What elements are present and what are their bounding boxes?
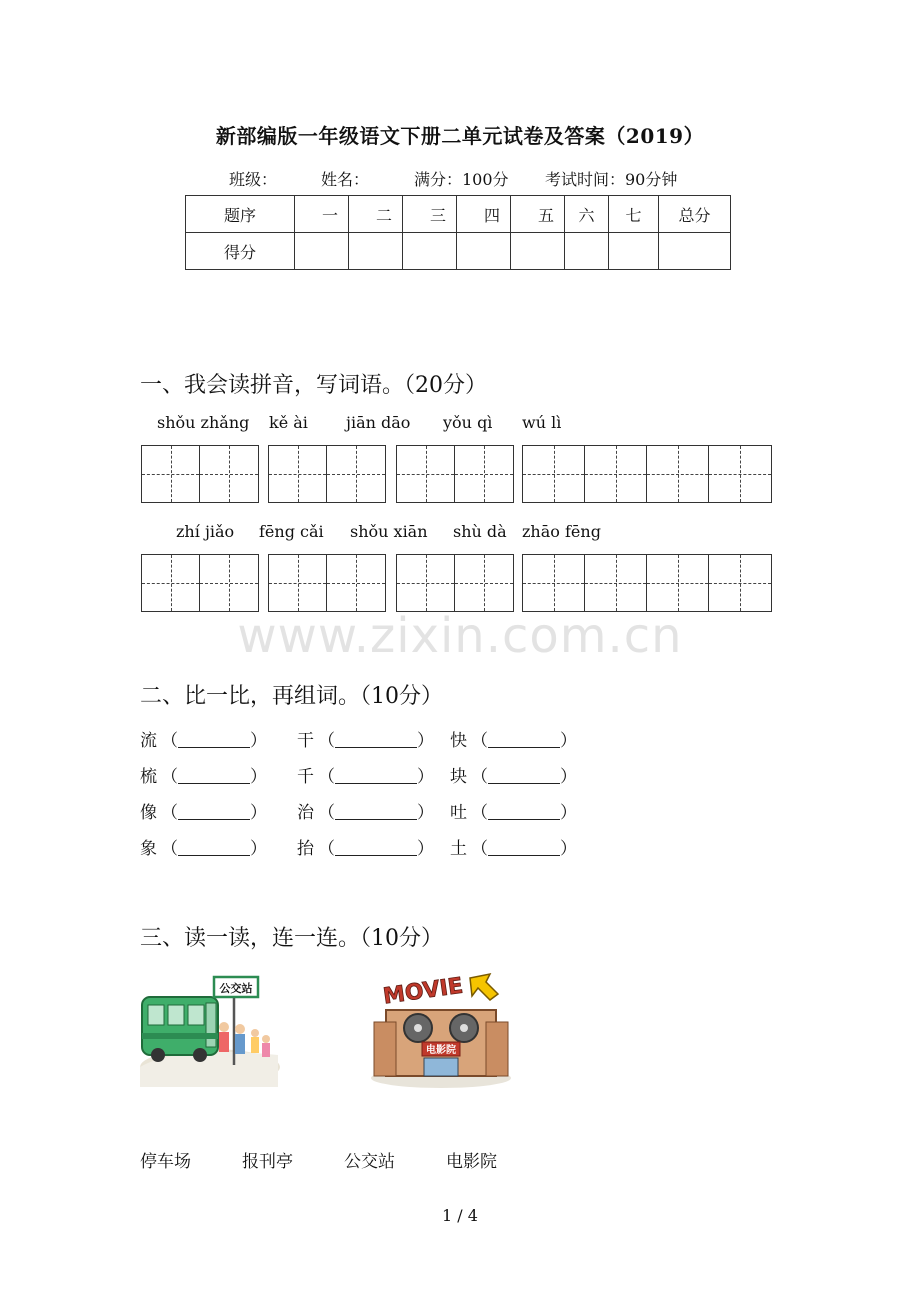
open-paren: （ (318, 731, 335, 751)
writing-grid[interactable] (141, 554, 259, 612)
score-input-cell[interactable] (403, 233, 457, 270)
writing-grid[interactable] (268, 445, 386, 503)
score-input-cell[interactable] (659, 233, 731, 270)
table-cell: 三 (403, 196, 457, 233)
close-paren: ） (417, 839, 434, 859)
table-cell: 六 (565, 196, 609, 233)
close-paren: ） (560, 767, 577, 787)
compare-character: 像 (140, 803, 157, 823)
compare-character: 抬 (297, 839, 314, 859)
match-option: 停车场 (140, 1152, 191, 1172)
pinyin-label: yǒu qì (443, 413, 493, 432)
close-paren: ） (250, 803, 267, 823)
open-paren: （ (318, 767, 335, 787)
writing-grid[interactable] (396, 554, 514, 612)
open-paren: （ (318, 803, 335, 823)
compare-character: 吐 (450, 803, 467, 823)
pinyin-label: zhāo fēng (522, 522, 601, 541)
table-cell: 五 (511, 196, 565, 233)
compare-word-item (297, 762, 434, 787)
compare-word-item (297, 834, 434, 859)
writing-grid[interactable] (141, 445, 259, 503)
compare-character: 流 (140, 731, 157, 751)
compare-word-item (140, 726, 267, 751)
answer-blank[interactable] (488, 733, 560, 748)
bus-stop-picture (138, 975, 280, 1087)
answer-blank[interactable] (178, 733, 250, 748)
compare-character: 象 (140, 839, 157, 859)
pinyin-label: shǒu xiān (350, 522, 428, 541)
open-paren: （ (471, 767, 488, 787)
compare-word-item (297, 798, 434, 823)
score-input-cell[interactable] (295, 233, 349, 270)
watermark: www.zixin.com.cn (237, 608, 683, 664)
close-paren: ） (560, 839, 577, 859)
match-option: 电影院 (446, 1152, 497, 1172)
pinyin-label: shù dà (453, 522, 507, 541)
open-paren: （ (161, 839, 178, 859)
compare-word-item (450, 762, 577, 787)
score-input-cell[interactable] (565, 233, 609, 270)
close-paren: ） (250, 839, 267, 859)
compare-character: 干 (297, 731, 314, 751)
compare-word-item (140, 834, 267, 859)
close-paren: ） (560, 803, 577, 823)
page-number: 1 / 4 (442, 1206, 478, 1225)
compare-character: 梳 (140, 767, 157, 787)
table-row (186, 196, 731, 233)
open-paren: （ (161, 803, 178, 823)
section2-heading: 二、比一比，再组词。（10分） (140, 684, 443, 709)
compare-character: 千 (297, 767, 314, 787)
compare-word-item (140, 762, 267, 787)
match-option: 报刊亭 (242, 1152, 293, 1172)
writing-grid[interactable] (396, 445, 514, 503)
pinyin-label: wú lì (522, 413, 562, 432)
section3-heading: 三、读一读，连一连。（10分） (140, 926, 443, 951)
answer-blank[interactable] (178, 769, 250, 784)
pinyin-label: jiān dāo (346, 413, 411, 432)
compare-character: 土 (450, 839, 467, 859)
compare-word-item (140, 798, 267, 823)
close-paren: ） (250, 731, 267, 751)
close-paren: ） (417, 767, 434, 787)
compare-character: 治 (297, 803, 314, 823)
pinyin-label: fēng cǎi (259, 522, 324, 541)
pinyin-label: kě ài (269, 413, 308, 432)
name-label: 姓名： (321, 170, 370, 189)
full-score-label: 满分：100分 (414, 170, 509, 189)
writing-grid[interactable] (522, 554, 772, 612)
table-cell: 四 (457, 196, 511, 233)
score-input-cell[interactable] (609, 233, 659, 270)
answer-blank[interactable] (335, 769, 417, 784)
table-cell: 二 (349, 196, 403, 233)
answer-blank[interactable] (178, 805, 250, 820)
answer-blank[interactable] (335, 841, 417, 856)
answer-blank[interactable] (488, 841, 560, 856)
score-input-cell[interactable] (457, 233, 511, 270)
table-cell: 题序 (186, 196, 295, 233)
match-option: 公交站 (344, 1152, 395, 1172)
open-paren: （ (161, 731, 178, 751)
movie-sign-text: MOVIE (381, 973, 465, 1010)
answer-blank[interactable] (488, 769, 560, 784)
score-table (185, 195, 731, 270)
answer-blank[interactable] (178, 841, 250, 856)
score-input-cell[interactable] (511, 233, 565, 270)
writing-grid[interactable] (522, 445, 772, 503)
score-input-cell[interactable] (349, 233, 403, 270)
answer-blank[interactable] (335, 805, 417, 820)
compare-word-item (297, 726, 434, 751)
table-cell: 七 (609, 196, 659, 233)
page-title: 新部编版一年级语文下册二单元试卷及答案（2019） (215, 124, 705, 148)
writing-grid[interactable] (268, 554, 386, 612)
open-paren: （ (471, 803, 488, 823)
exam-time-label: 考试时间：90分钟 (545, 170, 678, 189)
answer-blank[interactable] (335, 733, 417, 748)
cinema-sign-text: 电影院 (426, 1045, 456, 1056)
pinyin-label: shǒu zhǎng (157, 413, 250, 432)
table-row (186, 233, 731, 270)
close-paren: ） (417, 731, 434, 751)
close-paren: ） (560, 731, 577, 751)
cinema-picture (366, 970, 516, 1090)
answer-blank[interactable] (488, 805, 560, 820)
compare-word-item (450, 798, 577, 823)
open-paren: （ (318, 839, 335, 859)
compare-word-item (450, 834, 577, 859)
open-paren: （ (471, 839, 488, 859)
bus-sign-text: 公交站 (219, 982, 253, 995)
close-paren: ） (250, 767, 267, 787)
pinyin-label: zhí jiǎo (176, 522, 235, 541)
compare-character: 块 (450, 767, 467, 787)
table-cell: 总分 (659, 196, 731, 233)
open-paren: （ (161, 767, 178, 787)
table-cell: 一 (295, 196, 349, 233)
class-label: 班级： (229, 170, 278, 189)
open-paren: （ (471, 731, 488, 751)
compare-word-item (450, 726, 577, 751)
compare-character: 快 (450, 731, 467, 751)
section1-heading: 一、我会读拼音，写词语。（20分） (140, 373, 487, 398)
table-cell: 得分 (186, 233, 295, 270)
close-paren: ） (417, 803, 434, 823)
